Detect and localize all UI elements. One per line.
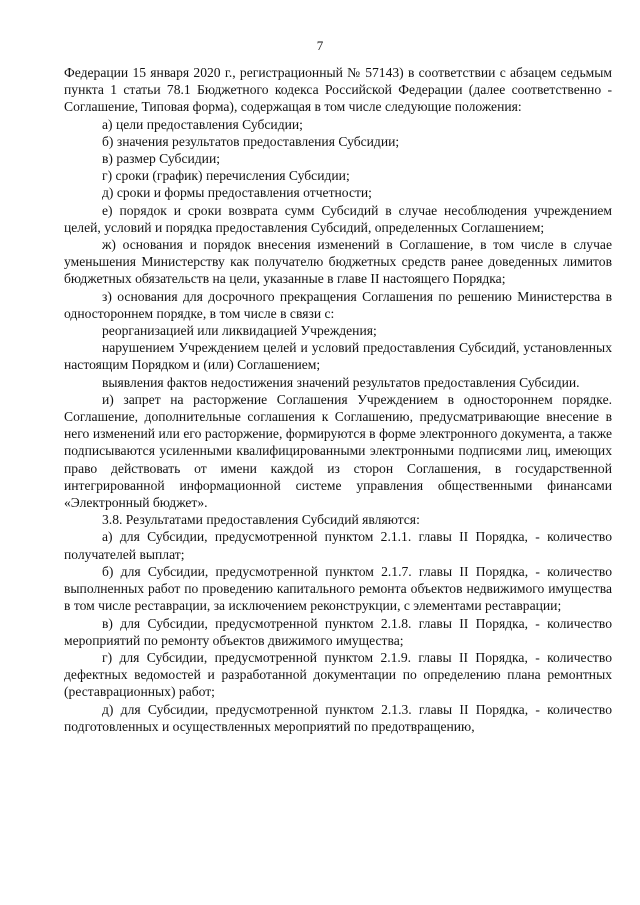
- paragraph-item-v: в) размер Субсидии;: [102, 151, 220, 167]
- page-number: 7: [316, 38, 324, 53]
- paragraph-item-zh: ж) основания и порядок внесения изменений в Соглашение, в том числе в случае уменьшения Министерству как получателю бюджетных средств ранее доведенных лимитов бюджетных обязательств на цели, указанные в главе II настоящего Порядка;: [64, 237, 612, 287]
- paragraph-result-b: б) для Субсидии, предусмотренной пунктом 2.1.7. главы II Порядка, - количество выполненных работ по проведению капитального ремонта объектов недвижимого имущества в том числе реставрации, за исключением реконструкции, с элементами реставрации;: [64, 563, 612, 614]
- paragraph-item-g: г) сроки (график) перечисления Субсидии;: [102, 168, 350, 184]
- paragraph-result-v: в) для Субсидии, предусмотренной пунктом 2.1.8. главы II Порядка, - количество мероприятий по ремонту объектов движимого имущества;: [64, 615, 612, 648]
- paragraph-continuation: Федерации 15 января 2020 г., регистрационный № 57143) в соответствии с абзацем седьмым пункта 1 статьи 78.1 Бюджетного кодекса Российской Федерации (далее соответственно - Соглашение, Типовая форма), содержащая в том числе следующие положения:: [64, 65, 612, 115]
- paragraph-item-z: з) основания для досрочного прекращения Соглашения по решению Министерства в одностороннем порядке, в том числе в связи с:: [64, 288, 612, 321]
- paragraph-item-i: и) запрет на расторжение Соглашения Учреждением в одностороннем порядке. Соглашение, дополнительные соглашения к Соглашению, предусматривающие внесение в него изменений или его расторжение, формируются в форме электронного документа, а также подписываются усиленными квалифицированными электронными подписями лиц, имеющих право действовать от имени каждой из сторон Соглашения, в государственной интегрированной информационной системе управления общественными финансами «Электронный бюджет».: [64, 391, 612, 511]
- paragraph-item-d: д) сроки и формы предоставления отчетности;: [102, 185, 372, 201]
- paragraph-result-a: а) для Субсидии, предусмотренной пунктом 2.1.1. главы II Порядка, - количество получателей выплат;: [64, 529, 612, 562]
- paragraph-result-d: д) для Субсидии, предусмотренной пунктом 2.1.3. главы II Порядка, - количество подготовленных и осуществленных мероприятий по предотвращению,: [64, 701, 612, 734]
- paragraph-reorganization: реорганизацией или ликвидацией Учреждения;: [102, 323, 377, 339]
- paragraph-non-achievement: выявления фактов недостижения значений результатов предоставления Субсидии.: [102, 374, 580, 390]
- paragraph-item-b: б) значения результатов предоставления Субсидии;: [102, 133, 400, 149]
- paragraph-violation: нарушением Учреждением целей и условий предоставления Субсидий, установленных настоящим Порядком и (или) Соглашением;: [64, 340, 612, 373]
- paragraph-item-a: а) цели предоставления Субсидии;: [102, 116, 303, 132]
- paragraph-item-e: е) порядок и сроки возврата сумм Субсидий в случае несоблюдения учреждением целей, условий и порядка предоставления Субсидий, определенных Соглашением;: [64, 202, 612, 235]
- paragraph-section-3-8: 3.8. Результатами предоставления Субсидий являются:: [102, 512, 420, 528]
- paragraph-result-g: г) для Субсидии, предусмотренной пунктом 2.1.9. главы II Порядка, - количество дефектных ведомостей и разработанной документации по определению плана ремонтных (реставрационных) работ;: [64, 649, 612, 700]
- document-body: [64, 64, 612, 735]
